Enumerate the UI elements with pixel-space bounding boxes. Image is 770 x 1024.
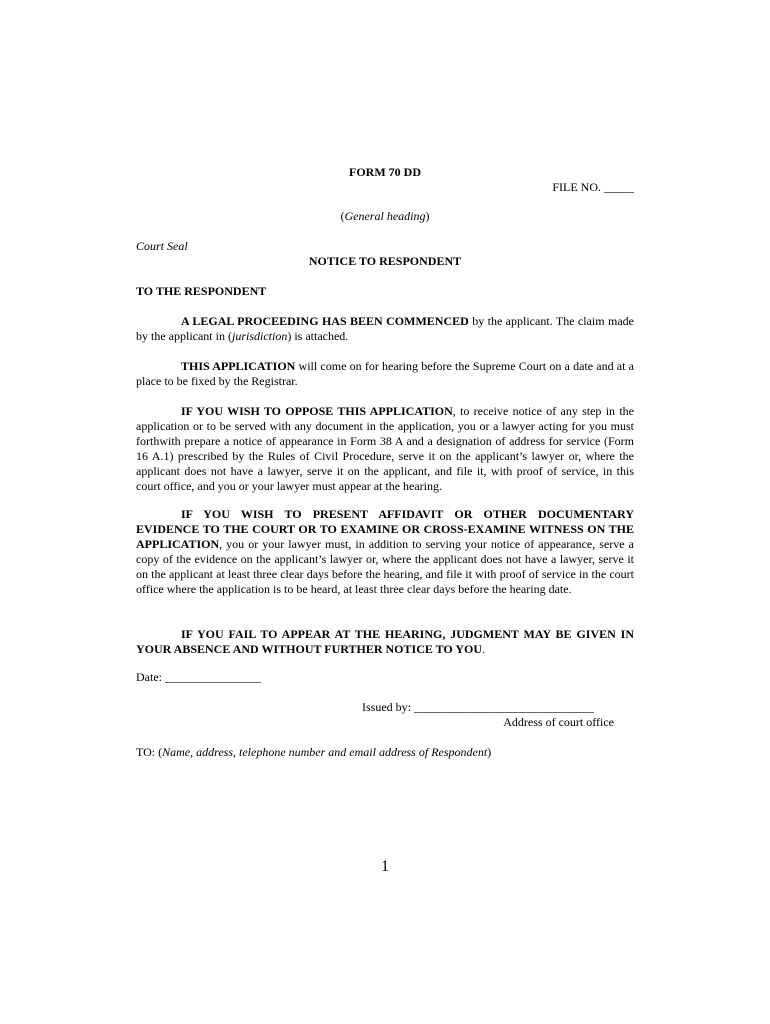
paragraph-commenced: A LEGAL PROCEEDING HAS BEEN COMMENCED by the applicant. The claim made by the applicant in (jurisdiction) is attached. [136,314,634,343]
page-number: 1 [381,858,389,875]
notice-title: NOTICE TO RESPONDENT [308,254,462,268]
court-office-address-label: Address of court office [503,715,614,729]
to-respondent-line: TO: (Name, address, telephone number and email address of Respondent) [136,745,492,759]
issued-by-line: Issued by: ______________________________ [362,700,594,714]
court-seal-label: Court Seal [136,239,188,253]
paragraph-evidence: IF YOU WISH TO PRESENT AFFIDAVIT OR OTHER DOCUMENTARY EVIDENCE TO THE COURT OR TO EXAMINE OR CROSS-EXAMINE WITNESS ON THE APPLICATION, you or your lawyer must, in addition to serving your notice of appearance, serve a copy of the evidence on the applicant’s lawyer or, where the applicant does not have a lawyer, serve it on the applicant at least three clear days before the hearing, and file it with proof of service in the court office where the application is to be heard, at least three clear days before the hearing date. [136,507,634,596]
to-respondent-heading: TO THE RESPONDENT [136,284,267,298]
general-heading: (General heading) [340,209,430,223]
paragraph-application: THIS APPLICATION will come on for hearing before the Supreme Court on a date and at a place to be fixed by the Registrar. [136,359,634,388]
form-title: FORM 70 DD [349,165,421,179]
paragraph-oppose: IF YOU WISH TO OPPOSE THIS APPLICATION, to receive notice of any step in the application or to be served with any document in the application, you or a lawyer acting for you must forthwith prepare a notice of appearance in Form 38 A and a designation of address for service (Form 16 A.1) prescribed by the Rules of Civil Procedure, serve it on the applicant’s lawyer or, where the applicant does not have a lawyer, serve it on the applicant, and file it, with proof of service, in this court office, and you or your lawyer must appear at the hearing. [136,404,634,493]
paragraph-fail-to-appear: IF YOU FAIL TO APPEAR AT THE HEARING, JUDGMENT MAY BE GIVEN IN YOUR ABSENCE AND WITHOUT FURTHER NOTICE TO YOU. [136,627,634,656]
date-line: Date: ________________ [136,670,261,684]
file-number: FILE NO. _____ [552,180,634,194]
